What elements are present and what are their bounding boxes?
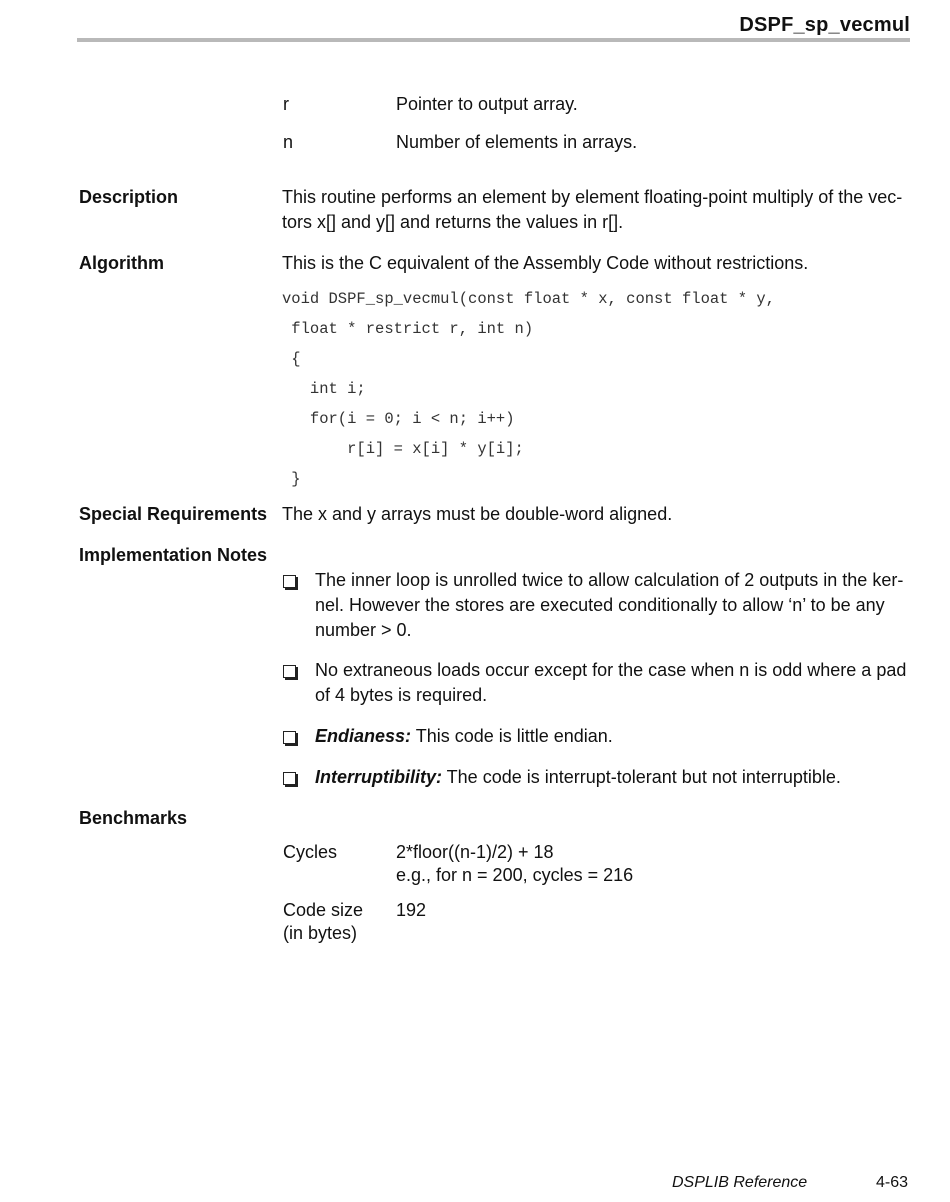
- code-line: r[i] = x[i] * y[i];: [282, 440, 524, 458]
- note-term: Interruptibility:: [315, 767, 442, 787]
- implementation-notes-heading: Implementation Notes: [79, 545, 268, 565]
- implementation-note: No extraneous loads occur except for the case when n is odd where a pad of 4 bytes is required.: [315, 660, 907, 705]
- benchmark-label: [283, 899, 363, 945]
- benchmark-label-line: (in bytes): [283, 923, 358, 943]
- code-line: for(i = 0; i < n; i++): [282, 410, 515, 428]
- algorithm-heading: Algorithm: [79, 253, 164, 273]
- param-name-r: r: [283, 94, 289, 114]
- page-header-title: DSPF_sp_vecmul: [739, 14, 910, 36]
- algorithm-text: This is the C equivalent of the Assembly Code without restrictions.: [282, 253, 809, 273]
- checkbox-bullet-icon: [283, 575, 296, 588]
- note-term: Endianess:: [315, 726, 412, 746]
- param-desc-r: Pointer to output array.: [396, 94, 578, 114]
- footer-page-number: 4-63: [876, 1174, 909, 1191]
- benchmark-value: [396, 899, 426, 922]
- note-text: This code is little endian.: [411, 726, 613, 746]
- special-requirements-text: The x and y arrays must be double-word aligned.: [282, 504, 673, 524]
- checkbox-bullet-icon: [283, 665, 296, 678]
- special-requirements-heading: Special Requirements: [79, 504, 268, 524]
- code-line: void DSPF_sp_vecmul(const float * x, const float * y,: [282, 290, 775, 308]
- code-line: }: [282, 470, 301, 488]
- benchmarks-heading: Benchmarks: [79, 808, 188, 828]
- description-text: This routine performs an element by element floating-point multiply of the vec-tors x[] and y[] and returns the values in r[].: [282, 187, 903, 232]
- code-line: int i;: [282, 380, 366, 398]
- benchmark-label: [283, 841, 337, 864]
- note-text: The code is interrupt-tolerant but not interruptible.: [442, 767, 841, 787]
- benchmark-value: [396, 841, 633, 887]
- header-rule: [77, 38, 910, 42]
- footer-reference: DSPLIB Reference: [672, 1174, 808, 1191]
- implementation-note: [315, 724, 915, 749]
- checkbox-bullet-icon: [283, 731, 296, 744]
- param-name-n: n: [283, 132, 294, 152]
- description-heading: Description: [79, 187, 179, 207]
- benchmark-label-line: Code size: [283, 900, 364, 920]
- param-desc-n: Number of elements in arrays.: [396, 132, 638, 152]
- implementation-note: [315, 765, 915, 790]
- checkbox-bullet-icon: [283, 772, 296, 785]
- implementation-note: The inner loop is unrolled twice to allow calculation of 2 outputs in the ker-nel. However the stores are executed conditionally to allow ‘n’ to be any number > 0.: [315, 570, 904, 640]
- benchmark-value-line: 192: [396, 900, 427, 920]
- code-line: float * restrict r, int n): [282, 320, 534, 338]
- benchmark-label-line: Cycles: [283, 842, 338, 862]
- code-line: {: [282, 350, 301, 368]
- benchmark-value-line: 2*floor((n-1)/2) + 18: [396, 842, 554, 862]
- benchmark-value-line: e.g., for n = 200, cycles = 216: [396, 865, 634, 885]
